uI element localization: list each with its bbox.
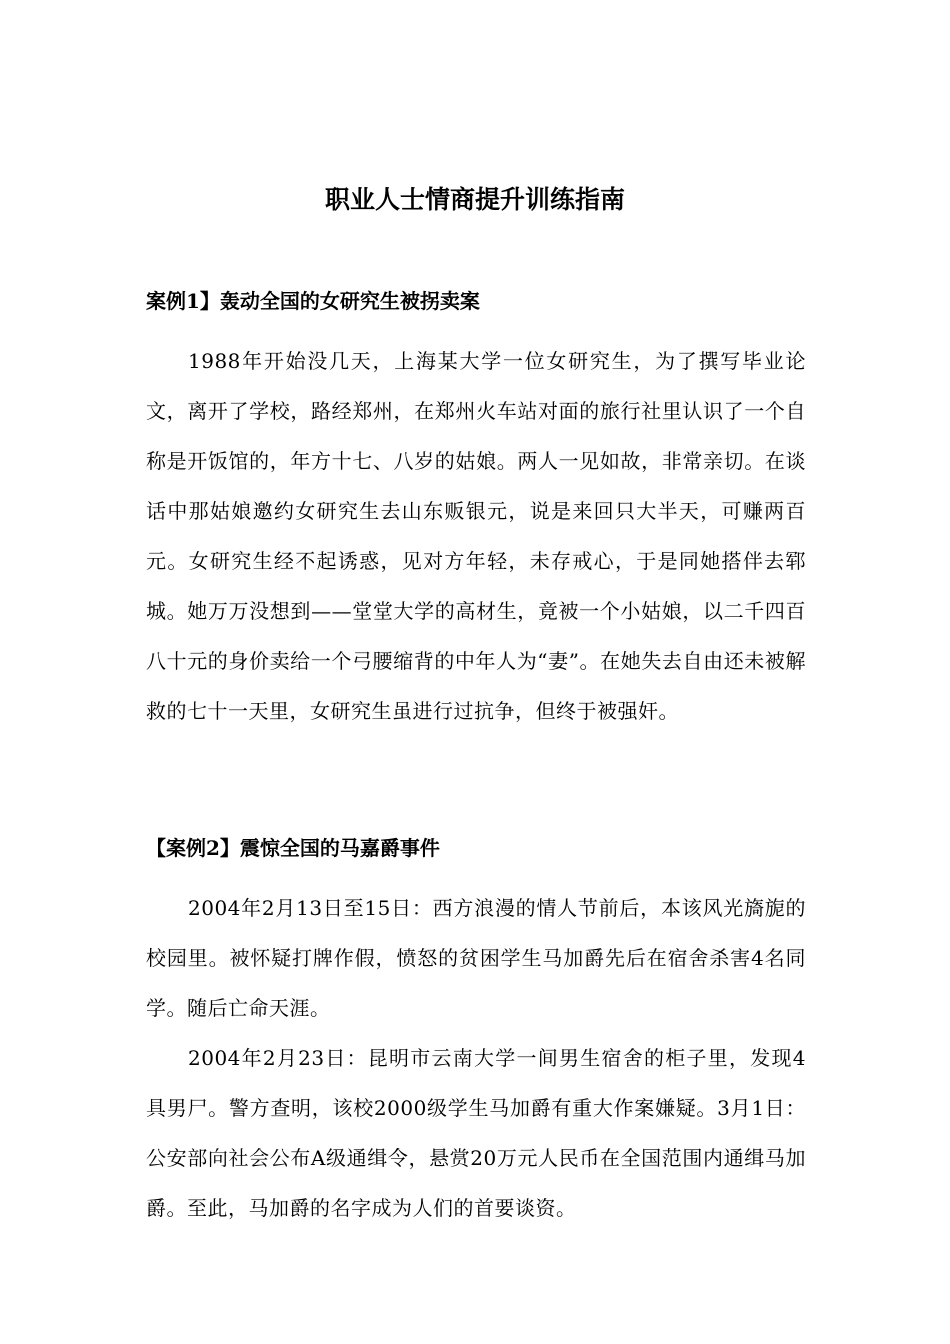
case-2-section (146, 831, 806, 1233)
case-1-paragraph: 1988年开始没几天，上海某大学一位女研究生，为了撰写毕业论文，离开了学校，路经郑州，在郑州火车站对面的旅行社里认识了一个自称是开饭馆的，年方十七、八岁的姑娘。两人一见如故，非常亲切。在谈话中那姑娘邀约女研究生去山东贩银元，说是来回只大半天，可赚两百元。女研究生经不起诱惑，见对方年轻，未存戒心，于是同她搭伴去郓城。她万万没想到——堂堂大学的高材生，竟被一个小姑娘，以二千四百八十元的身价卖给一个弓腰缩背的中年人为“妻”。在她失去自由还未被解救的七十一天里，女研究生虽进行过抗争，但终于被强奸。 (146, 349, 806, 723)
case-1-section (146, 284, 806, 736)
case-2-paragraph-1: 2004年2月13日至15日：西方浪漫的情人节前后，本该风光旖旎的校园里。被怀疑打牌作假，愤怒的贫困学生马加爵先后在宿舍杀害4名同学。随后亡命天涯。 (146, 896, 806, 1020)
case-1-heading: 案例1】轰动全国的女研究生被拐卖案 (146, 289, 480, 313)
case-2-paragraph-2: 2004年2月23日：昆明市云南大学一间男生宿舍的柜子里，发现4具男尸。警方查明，该校2000级学生马加爵有重大作案嫌疑。3月1日：公安部向社会公布A级通缉令，悬赏20万元人民币在全国范围内通缉马加爵。至此，马加爵的名字成为人们的首要谈资。 (146, 1046, 806, 1220)
case-2-heading: 【案例2】震惊全国的马嘉爵事件 (146, 836, 440, 860)
document-title: 职业人士情商提升训练指南 (324, 185, 625, 214)
